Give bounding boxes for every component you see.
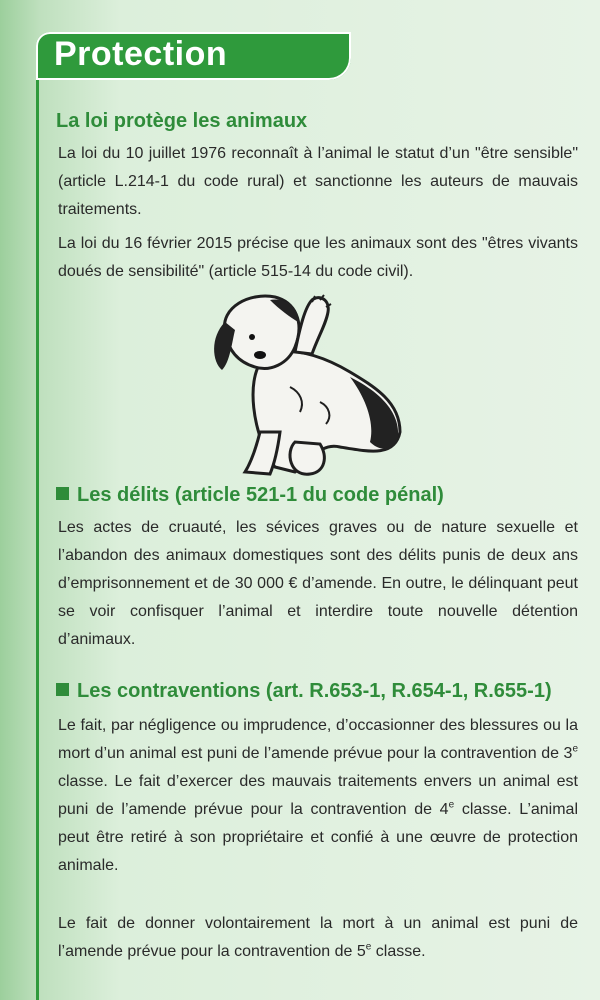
text-fragment: Le fait de donner volontairement la mort à un animal est puni de l’amende prévue pour la contravention de 5: [58, 915, 578, 960]
banner-title: Protection: [54, 35, 228, 73]
dog-illustration-icon: [200, 292, 410, 482]
text-fragment: Le fait, par négligence ou imprudence, d’occasionner des blessures ou la mort d’un animal est puni de l’amende prévue pour la contravention de 3: [58, 717, 578, 762]
section-heading-law: La loi protège les animaux: [56, 110, 308, 132]
heading-contraventions-text: Les contraventions (art. R.653-1, R.654-1, R.655-1): [77, 680, 552, 702]
superscript: e: [365, 941, 372, 953]
text-fragment: classe.: [371, 943, 426, 960]
text-fragment: classe. Le fait d’exercer des mauvais traitements envers un animal est puni de l’amende prévue pour la contravention de 4: [58, 773, 578, 818]
square-bullet-icon: [56, 683, 69, 696]
section-banner: [36, 32, 351, 80]
paragraph-contraventions-2: [58, 910, 578, 966]
section-heading-contraventions: [56, 680, 552, 703]
paragraph-contraventions-1: [58, 712, 578, 880]
paragraph-delits: Les actes de cruauté, les sévices graves ou de nature sexuelle et l’abandon des animaux domestiques sont des délits punis de deux ans d’emprisonnement et de 30 000 € d’amende. En outre, le délinquant peut se voir confisquer l’animal et interdire toute nouvelle détention d’animaux.: [58, 519, 578, 648]
heading-delits-text: Les délits (article 521-1 du code pénal): [77, 484, 444, 506]
superscript: e: [448, 799, 455, 811]
text-fragment: classe. L’animal peut être retiré à son propriétaire et confié à une œuvre de protection animale.: [58, 801, 578, 874]
section-heading-delits: [56, 484, 444, 507]
superscript: e: [572, 743, 578, 755]
left-accent-rule: [36, 70, 39, 1000]
paragraph-law-2015: La loi du 16 février 2015 précise que les animaux sont des "êtres vivants doués de sensibilité" (article 515-14 du code civil).: [58, 235, 578, 280]
paragraph-law-1976: La loi du 10 juillet 1976 reconnaît à l’animal le statut d’un "être sensible" (article L.214-1 du code rural) et sanctionne les auteurs de mauvais traitements.: [58, 145, 578, 218]
square-bullet-icon: [56, 487, 69, 500]
